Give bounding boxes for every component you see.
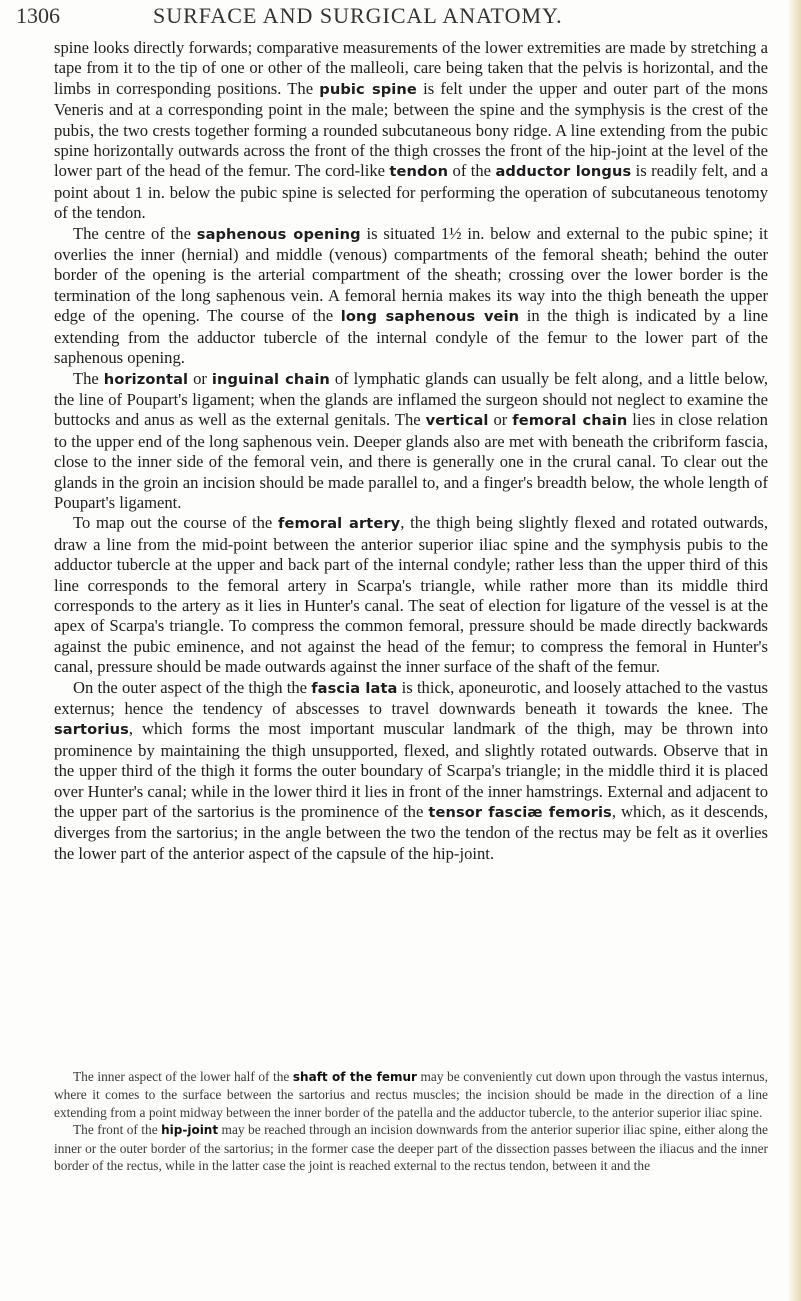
text-run: The inner aspect of the lower half of the <box>73 1069 293 1084</box>
text-run: is situated 1½ in. below and external to the pubic spine; it overlies the inner (hernial) and middle (venous) compartments of the femoral sheath; behind the outer border of the opening is the arterial compartment of the sheath; crossing over the lower border is the termination of the long saphenous vein. A femoral hernia makes its way into the thigh beneath the upper edge of the opening. The course of the <box>54 223 769 326</box>
bold-term: adductor longus <box>495 163 632 181</box>
text-run: may be conveniently cut down upon through the vastus internus, where it comes to the surface between the sartorius and rectus muscles; the incision should be made in the direction of a line extending from a point midway between the inner border of the patella and the adductor tubercle, to the anterior superior iliac spine. <box>54 1069 768 1120</box>
text-run: or <box>188 368 212 388</box>
text-run: The front of the <box>73 1122 162 1138</box>
bold-term: vertical <box>425 412 489 430</box>
text-run: in the thigh is indicated by a line extending from the adductor tubercle of the internal condyle of the femur to the lower part of the saphenous opening. <box>54 306 768 368</box>
small-paragraph <box>54 1121 768 1174</box>
bold-term: femoral artery <box>278 515 401 533</box>
paragraph <box>54 38 768 224</box>
page-header <box>16 0 756 30</box>
text-run: , the thigh being slightly flexed and rotated outwards, draw a line from the mid-point between the anterior superior iliac spine and the symphysis pubis to the adductor tubercle at the upper and back part of the internal condyle; rather less than the upper third of this line corresponds to the femoral artery in Scarpa's triangle, while rather more than its middle third corresponds to the artery as it lies in Hunter's canal. The seat of election for ligature of the vessel is at the apex of Scarpa's triangle. To compress the common femoral, pressure should be made directly backwards against the pubic eminence, and not against the head of the femur; to compress the femoral in Hunter's canal, pressure should be made outwards against the inner surface of the shaft of the femur. <box>54 513 768 677</box>
text-run: of lymphatic glands can usually be felt along, and a little below, the line of Poupart's ligament; when the glands are inflamed the surgeon should not neglect to examine the buttocks and anus as well as the external genitals. The <box>54 368 769 430</box>
text-run: or <box>488 410 513 430</box>
text-run: lies in close relation to the upper end of the long saphenous vein. Deeper glands also are met with beneath the cribriform fascia, close to the inner side of the femoral vein, and there is generally one in the crural canal. To clear out the glands in the groin an incision should be made parallel to, and a finger's breadth below, the whole length of Poupart's ligament. <box>54 410 768 512</box>
main-text-block <box>54 38 768 864</box>
bold-term: horizontal <box>103 370 189 388</box>
text-run: spine looks directly forwards; comparative measurements of the lower extremities are made by stretching a tape from it to the tip of one or other of the malleoli, care being taken that the pelvis is horizontal, and the limbs in corresponding positions. The <box>54 38 768 98</box>
page-edge-shading <box>787 0 801 1301</box>
bold-term: tendon <box>389 163 449 181</box>
text-run: To map out the course of the <box>73 513 279 533</box>
bold-term: saphenous opening <box>196 225 361 243</box>
paragraph <box>54 678 768 865</box>
bold-term: inguinal chain <box>211 370 330 388</box>
text-run: On the outer aspect of the thigh the <box>73 677 312 697</box>
bold-term: sartorius <box>54 721 129 739</box>
paragraph <box>54 369 768 514</box>
text-run: of the <box>448 161 496 181</box>
text-run: is readily felt, and a point about 1 in. below the pubic spine is selected for performing the operation of subcutaneous tenotomy of the tendon. <box>54 161 768 223</box>
page-number: 1306 <box>16 3 60 28</box>
bold-term: femoral chain <box>512 412 628 430</box>
paragraph <box>54 513 768 677</box>
text-run: The centre of the <box>73 223 197 243</box>
bold-term: shaft of the femur <box>292 1070 417 1084</box>
bold-term: tensor fasciæ femoris <box>428 804 612 822</box>
text-run: is felt under the upper and outer part of the mons Veneris and at a corresponding point in the male; between the spine and the symphysis is the crest of the pubis, the two crests together forming a rounded subcutaneous bony ridge. A line extending from the pubic spine horizontally outwards across the front of the thigh crosses the front of the hip-joint at the level of the lower part of the head of the femur. The cord-like <box>54 78 768 181</box>
small-paragraph <box>54 1068 768 1121</box>
small-print-block <box>54 1068 768 1174</box>
text-run: , which, as it descends, diverges from the sartorius; in the angle between the two the tendon of the rectus may be felt as it overlies the lower part of the anterior aspect of the capsule of the hip-joint. <box>54 802 768 863</box>
running-title: SURFACE AND SURGICAL ANATOMY. <box>153 3 563 28</box>
bold-term: pubic spine <box>319 80 417 98</box>
bold-term: fascia lata <box>311 679 398 697</box>
text-run: is thick, aponeurotic, and loosely attached to the vastus externus; hence the tendency of abscesses to travel downwards beneath it towards the knee. The <box>54 677 768 718</box>
paragraph <box>54 224 768 369</box>
text-run: , which forms the most important muscular landmark of the thigh, may be thrown into prominence by maintaining the thigh unsupported, flexed, and slightly rotated outwards. Observe that in the upper third of the thigh it forms the outer boundary of Scarpa's triangle; in the middle third it is placed over Hunter's canal; while in the lower third it lies in front of the inner hamstrings. External and adjacent to the upper part of the sartorius is the prominence of the <box>54 719 768 822</box>
text-run: The <box>73 368 104 388</box>
bold-term: long saphenous vein <box>340 308 520 326</box>
text-run: may be reached through an incision downwards from the anterior superior iliac spine, either along the inner or the outer border of the sartorius; in the former case the deeper part of the dissection passes between the iliacus and the inner border of the rectus, while in the latter case the joint is reached external to the rectus tendon, between it and the <box>54 1122 768 1174</box>
bold-term: hip-joint <box>161 1123 219 1138</box>
